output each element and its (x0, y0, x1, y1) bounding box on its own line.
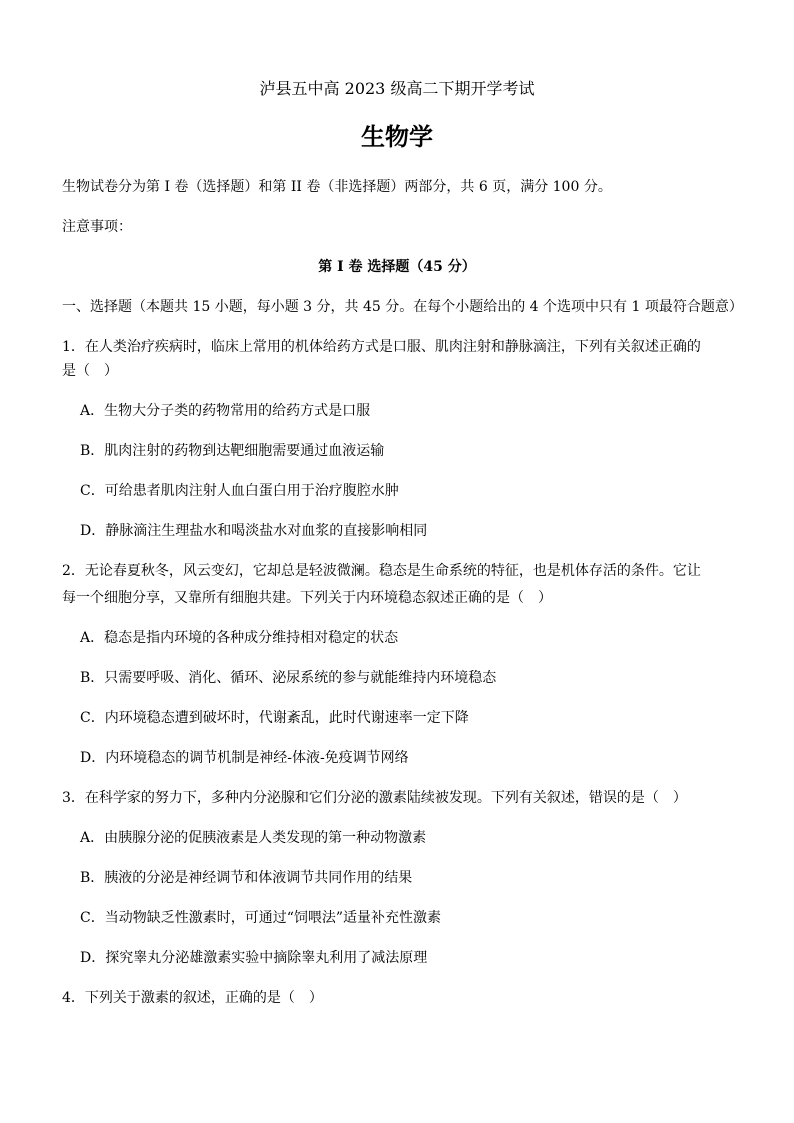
part-instruction: 一、选择题（本题共 15 小题，每小题 3 分，共 45 分。在每个小题给出的 4 个选项中只有 1 项最符合题意） (62, 299, 743, 315)
section-title: 第 I 卷 选择题（45 分） (318, 259, 476, 275)
option-b: B．只需要呼吸、消化、循环、泌尿系统的参与就能维持内环境稳态 (80, 670, 497, 686)
question-stem-line: 1．在人类治疗疾病时，临床上常用的机体给药方式是口服、肌肉注射和静脉滴注，下列有关叙述正确的 (62, 339, 701, 355)
option-c: C．当动物缺乏性激素时，可通过“饲喂法”适量补充性激素 (80, 910, 442, 926)
option-d: D．静脉滴注生理盐水和喝淡盐水对血浆的直接影响相同 (80, 523, 428, 539)
question-stem-line: 是（ ） (62, 363, 118, 379)
question-stem-line: 2．无论春夏秋冬，风云变幻，它却总是轻波微澜。稳态是生命系统的特征，也是机体存活的条件。它让 (62, 563, 701, 579)
subject-title: 生物学 (361, 122, 433, 151)
question-stem-line: 每一个细胞分享，又靠所有细胞共建。下列关于内环境稳态叙述正确的是（ ） (62, 590, 552, 606)
exam-title: 泸县五中高 2023 级高二下期开学考试 (259, 79, 535, 98)
option-b: B．胰液的分泌是神经调节和体液调节共同作用的结果 (80, 870, 413, 886)
option-a: A．生物大分子类的药物常用的给药方式是口服 (80, 403, 371, 419)
option-d: D．内环境稳态的调节机制是神经-体液-免疫调节网络 (80, 750, 409, 766)
intro-text: 生物试卷分为第 I 卷（选择题）和第 II 卷（非选择题）两部分，共 6 页，满分 100 分。 (62, 179, 612, 195)
question-stem-line: 4．下列关于激素的叙述，正确的是（ ） (62, 990, 323, 1006)
option-c: C．内环境稳态遭到破坏时，代谢紊乱，此时代谢速率一定下降 (80, 710, 469, 726)
option-b: B．肌肉注射的药物到达靶细胞需要通过血液运输 (80, 443, 385, 459)
option-c: C．可给患者肌肉注射人血白蛋白用于治疗腹腔水肿 (80, 483, 399, 499)
notes-label: 注意事项： (62, 219, 132, 235)
option-d: D．探究睾丸分泌雄激素实验中摘除睾丸利用了减法原理 (80, 950, 428, 966)
question-stem-line: 3．在科学家的努力下，多种内分泌腺和它们分泌的激素陆续被发现。下列有关叙述，错误的是（ ） (62, 790, 687, 806)
option-a: A．由胰腺分泌的促胰液素是人类发现的第一种动物激素 (80, 830, 427, 846)
option-a: A．稳态是指内环境的各种成分维持相对稳定的状态 (80, 630, 399, 646)
